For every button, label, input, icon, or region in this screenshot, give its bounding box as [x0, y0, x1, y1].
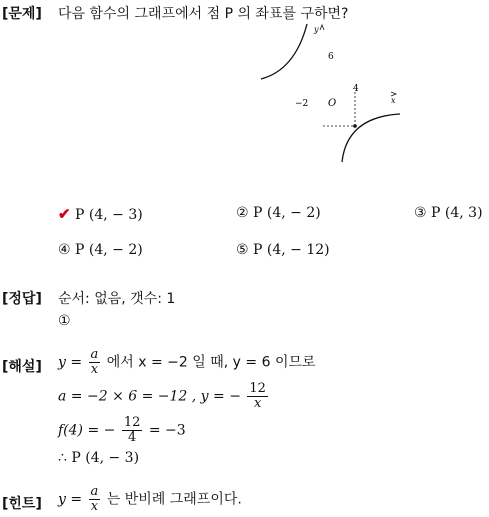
fraction-numerator: 12: [123, 415, 141, 430]
choice-3[interactable]: [414, 205, 483, 221]
choice-2-text: P (4, − 2): [253, 205, 321, 221]
y-axis-label: y: [314, 25, 319, 34]
explanation-line-3: [58, 416, 186, 445]
explanation-tag: [해설]: [2, 359, 42, 375]
fraction-denominator: 4: [127, 430, 137, 445]
answer-tag: [정답]: [2, 291, 42, 307]
choice-5[interactable]: [236, 242, 330, 258]
hint-lhs: y =: [58, 491, 83, 508]
fraction-numerator: a: [90, 484, 99, 499]
explanation-line-4: ∴ P (4, − 3): [58, 450, 140, 466]
fraction-denominator: x: [254, 396, 262, 411]
fraction-a-over-x: [89, 348, 101, 377]
choice-4-text: P (4, − 2): [75, 242, 143, 258]
tick-label-neg2: −2: [295, 99, 309, 109]
fraction-denominator: x: [90, 499, 99, 514]
fraction-12-over-4: [122, 416, 143, 445]
tick-label-6: 6: [328, 52, 334, 62]
eq-line-2: a = −2 × 6 = −12 , y = −: [58, 388, 241, 405]
explanation-line-1: [58, 348, 316, 377]
choice-3-number: ③: [414, 205, 427, 221]
fraction-a-over-x: [89, 485, 101, 514]
choice-5-text: P (4, − 12): [253, 242, 330, 258]
choice-5-number: ⑤: [236, 242, 249, 258]
fraction-numerator: 12: [249, 381, 266, 396]
origin-label: O: [328, 98, 337, 109]
answer-value: ①: [58, 313, 71, 329]
problem-tag: [문제]: [2, 6, 42, 22]
choice-4[interactable]: [58, 242, 143, 258]
fraction-numerator: a: [90, 347, 99, 362]
eq-line-3-b: = −3: [148, 422, 186, 439]
hint-line: [58, 485, 242, 514]
hint-rest: 는 반비례 그래프이다.: [106, 491, 242, 508]
eq-lhs: y =: [58, 354, 83, 371]
explanation-line-2: [58, 382, 270, 411]
choice-3-text: P (4, 3): [431, 205, 483, 221]
fraction-denominator: x: [90, 362, 99, 377]
point-p: [353, 124, 357, 128]
curve-branch-lower-right: [342, 114, 400, 162]
y-axis-arrow-icon: [320, 25, 324, 30]
check-mark-icon: ✔: [58, 205, 71, 223]
tick-label-4: 4: [353, 84, 359, 94]
answer-meta: 순서: 없음, 갯수: 1: [58, 291, 176, 307]
eq-line-3-a: f(4) = −: [58, 422, 116, 439]
choice-2-number: ②: [236, 205, 249, 221]
curve-branch-upper-left: [261, 24, 307, 79]
hyperbola-graph: [255, 22, 405, 167]
choice-1[interactable]: [58, 205, 143, 223]
choice-2[interactable]: [236, 205, 321, 221]
fraction-12-over-x: [247, 382, 268, 411]
problem-question: 다음 함수의 그래프에서 점 P 의 좌표를 구하면?: [58, 6, 349, 22]
choice-4-number: ④: [58, 242, 71, 258]
explanation-line-1-rest: 에서 x = −2 일 때, y = 6 이므로: [106, 354, 316, 371]
x-axis-label: x: [391, 96, 396, 105]
hint-tag: [힌트]: [2, 496, 42, 512]
choice-1-text: P (4, − 3): [75, 207, 143, 223]
